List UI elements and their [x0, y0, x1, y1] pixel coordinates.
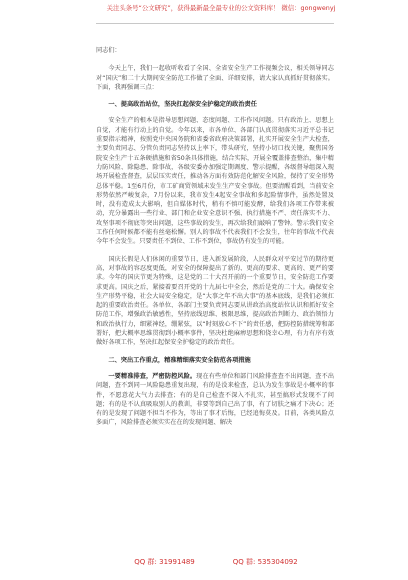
header-banner: 关注头条号“公文研究”，获得最新最全最专业的公文资料库！ 微信：gongwenyj	[106, 4, 336, 12]
footer-qq-group-1: QQ 群: 31991489	[134, 558, 195, 566]
section-1-heading: 一、提高政治站位，坚决扛起保安全护稳定的政治责任	[108, 101, 257, 109]
header-divider	[96, 23, 334, 24]
subsection-title: 一要精准排查，严密防控风险。	[108, 372, 197, 380]
section-1-paragraph-1: 安全生产的根本是指导思想问题、态度问题、工作作风问题。只有政治上、思想上自觉，才能有行动上的自觉。今年以来，市各单位、各部门认真贯彻落实习近平总书记重要指示精神，按照党中央国务院和省委省政府决策部署，扎实开展安全生产大检查，主要负责同志、分管负责同志坚持以上率下，带头研究，坚持小切口找关键，聚焦国务院安全生产十五条硬措施和省50条具体措施，结合实际，开展全覆盖排查整治，集中精力防风险、除隐患、除事故，各级安委办加强定期调度、警示提醒，各级督导组深入现场开展检查督查，层层压实责任，推动各方面有效防范化解安全风险，保持了安全形势总体平稳。1至6月份，市工矿商贸领域未发生生产安全事故。但要清醒看到，当前安全形势依然严峻复杂，7月份以来，我市发生4起安全事故和多起险情事件，虽然处置及时，没有造成太大影响，但自媒体时代，稍有不慎可能发酵，给我们各项工作带来被动，充分暴露出一些行业、部门和企业安全意识不强、执行措施不严、责任落实不力、攻坚事项不彻底等突出问题，这些事故的发生，再次给我们敲响了警钟。警示我们安全工作任何时候都不能有丝毫松懈。别人的事故不代表我们不会发生，往年的事故不代表今年不会发生。只要责任不到位、工作不到位，事故仍有发生的可能。	[96, 117, 334, 246]
intro-paragraph: 今天上午，我们一起收听收看了全国、全省安全生产工作视频会议，相关领导同志对“国庆”和二十大期间安全防范工作做了全面、详细安排，请大家认真抓好贯彻落实。下面，我再强调三点：	[96, 65, 334, 91]
salutation: 同志们：	[96, 47, 121, 54]
section-2-heading: 二、突出工作重点，精准精细落实安全防范各项措施	[108, 356, 251, 364]
document-body	[96, 46, 334, 428]
section-2-paragraph-1	[96, 372, 334, 428]
footer-qq-group-2: QQ 群: 535304092	[232, 558, 298, 566]
paragraph-spacer	[96, 247, 334, 255]
section-1-paragraph-2: 国庆长假是人们休闲的重要节日，进入新发展阶段，人民群众对平安过节的期待更高，对事故的容忍度更低，对安全的保障提出了新的、更高的要求、更高的、更严的要求。今年的国庆节更为特殊，这是党的二十大召开前的一个重要节日，安全防范工作要求更高。国庆之后，紧接着要召开党的十九届七中全会，然后是党的二十大。确保安全生产形势平稳，社会大局安全稳定，是“大事之年不出大事”的基本底线，是我们必须扛起的重要政治责任。各单位、各部门主要负责同志要从讲政治高度站位认识和抓好安全防范工作，增强政治敏感性，坚持底线思维、极限思维，提高政治判断力、政治领悟力和政治执行力，细紧神经，绷紧弦，以“时刻放心不下”的责任感，把防控防措统筹和部署好，把大概率思维贯彻到小概率事件，坚决杜绝麻痹思想和侥幸心理，有力有序有效做好各项工作，坚决扛起保安全护稳定的政治责任。	[96, 255, 334, 347]
subsection-text: 现在有些单位和部门风险排查查不出问题，查不出问题，查不到同一风险隐患重复出现，有的是没来检查，总认为发生事故是小概率的事件，不愿意花大气力去排查；有的是自己检查不深入不扎实，甚至搞形式发现不了问题；有的是不认真吸取别人的教训，非要等到自己出了事，有了切肤之痛才下决心；还有的是发现了问题不担当不作为，等出了事才后悔，已经追悔莫及。目前，各类风险点多面广，风险排查必须实实在在的发现问题、解决	[96, 372, 335, 427]
footer	[96, 558, 336, 567]
